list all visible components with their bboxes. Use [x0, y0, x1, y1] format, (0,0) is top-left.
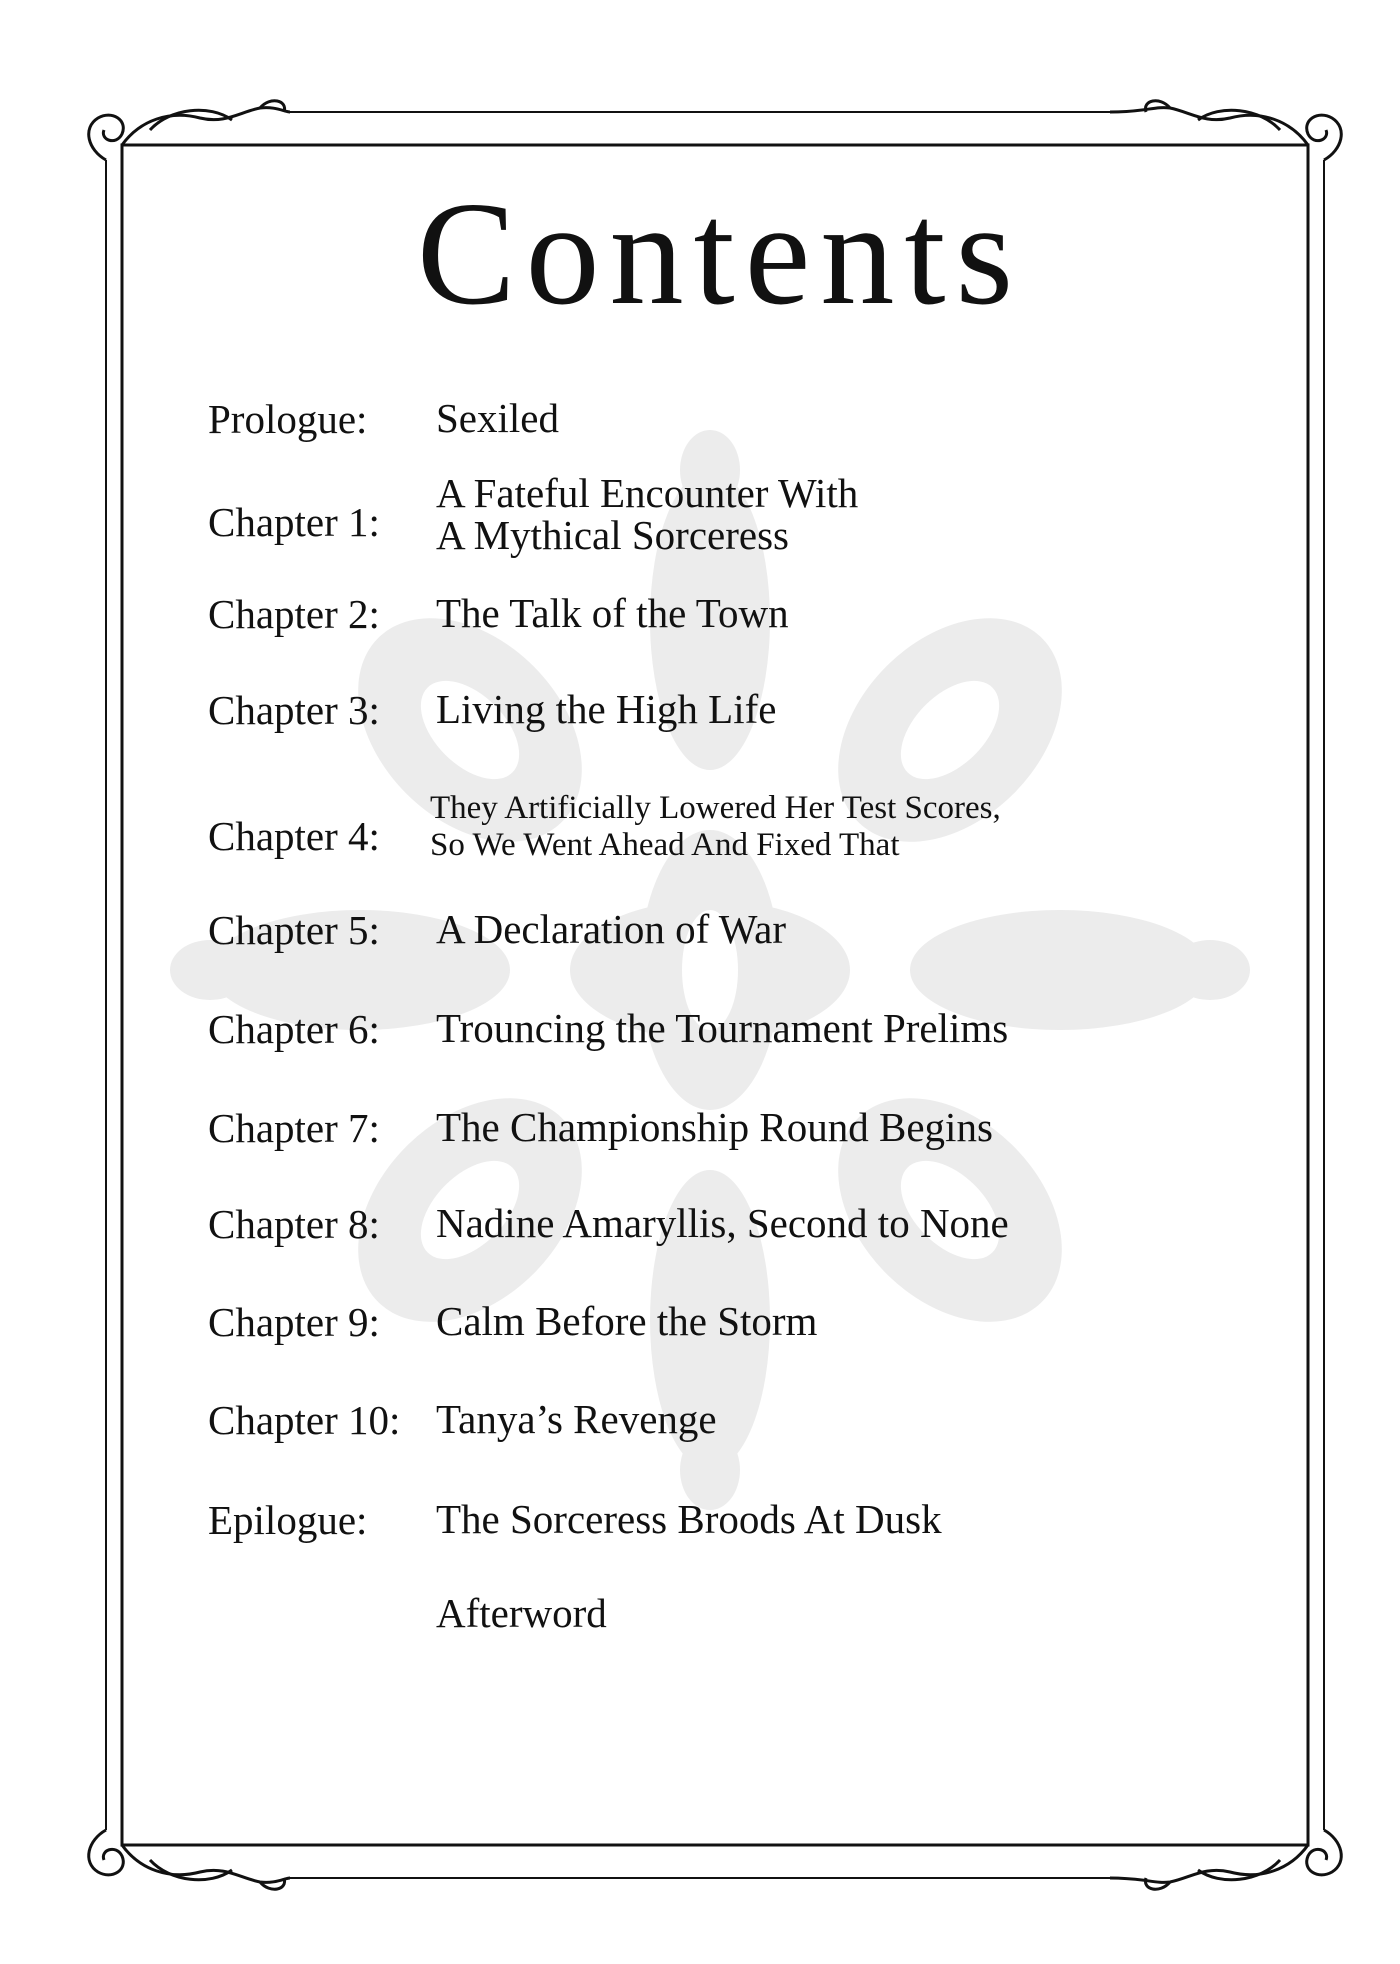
chapter-title-line: Living the High Life — [436, 686, 777, 732]
chapter-title — [436, 472, 858, 556]
chapter-label: Chapter 2: — [208, 591, 380, 637]
chapter-title — [436, 1398, 717, 1440]
chapter-title — [436, 908, 786, 950]
chapter-label: Chapter 1: — [208, 499, 380, 545]
chapter-title-line: Calm Before the Storm — [436, 1298, 818, 1344]
chapter-title — [436, 1007, 1008, 1049]
chapter-title-line: So We Went Ahead And Fixed That — [430, 827, 900, 863]
chapter-label: Epilogue: — [208, 1497, 368, 1543]
chapter-label: Chapter 6: — [208, 1006, 380, 1052]
chapter-title-line: Afterword — [436, 1590, 607, 1636]
chapter-title-line: Sexiled — [436, 395, 559, 441]
chapter-title — [436, 1592, 607, 1634]
chapter-title-line: The Sorceress Broods At Dusk — [436, 1496, 942, 1542]
chapter-label: Chapter 9: — [208, 1299, 380, 1345]
chapter-label: Chapter 8: — [208, 1201, 380, 1247]
chapter-title-line: Trouncing the Tournament Prelims — [436, 1005, 1009, 1051]
chapter-title-line: Tanya’s Revenge — [436, 1396, 717, 1442]
page-title: Contents — [416, 172, 1024, 336]
chapter-title-line: Nadine Amaryllis, Second to None — [436, 1200, 1009, 1246]
chapter-title-line: A Mythical Sorceress — [436, 512, 789, 558]
chapter-title-line: The Championship Round Begins — [436, 1104, 993, 1150]
chapter-title — [436, 1498, 942, 1540]
chapter-title — [430, 790, 1001, 864]
chapter-title — [436, 592, 789, 634]
chapter-title — [436, 1300, 817, 1342]
chapter-label: Chapter 5: — [208, 907, 380, 953]
chapter-label: Chapter 3: — [208, 687, 380, 733]
chapter-title — [436, 1202, 1009, 1244]
chapter-label: Chapter 4: — [208, 813, 380, 859]
chapter-label: Prologue: — [208, 396, 368, 442]
chapter-label: Chapter 10: — [208, 1397, 401, 1443]
chapter-title — [436, 397, 559, 439]
chapter-label: Chapter 7: — [208, 1105, 380, 1151]
chapter-title-line: The Talk of the Town — [436, 590, 789, 636]
chapter-title — [436, 688, 776, 730]
chapter-title-line: A Declaration of War — [436, 906, 787, 952]
chapter-title-line: A Fateful Encounter With — [436, 470, 859, 516]
chapter-title-line: They Artificially Lowered Her Test Scores, — [430, 790, 1001, 826]
chapter-title — [436, 1106, 993, 1148]
